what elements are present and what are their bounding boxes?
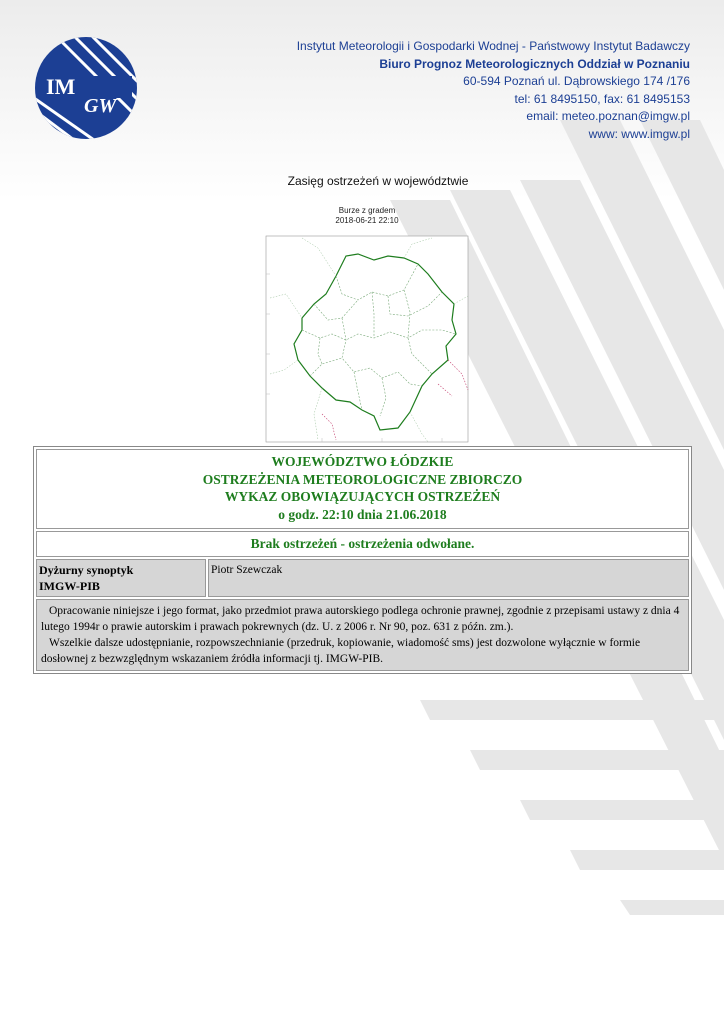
duty-forecaster-label [36, 559, 206, 597]
header-office-name: Biuro Prognoz Meteorologicznych Oddział w Poznaniu [379, 56, 690, 71]
copyright-notes [36, 599, 689, 671]
warnings-list-title: WYKAZ OBOWIĄZUJĄCYCH OSTRZEŻEŃ [224, 489, 501, 504]
warning-header [36, 449, 689, 529]
duty-forecaster-name: Piotr Szewczak [208, 559, 689, 597]
map-caption [262, 206, 472, 226]
warnings-summary-title: OSTRZEŻENIA METEOROLOGICZNE ZBIORCZO [202, 471, 523, 487]
imgw-logo [34, 36, 138, 140]
distribution-note: Wszelkie dalsze udostępnianie, rozpowszechnianie (przedruk, kopiowanie, wiadomość sms) jest dozwolone wyłącznie w formie dosłownej z bezwzględnym wskazaniem źródła informacji tj. IMGW-PIB. [41, 637, 641, 665]
header-address: 60-594 Poznań ul. Dąbrowskiego 174 /176 [463, 74, 690, 88]
logo-text-top: IM [46, 74, 76, 99]
header-phone: tel: 61 8495150, fax: 61 8495153 [514, 91, 690, 106]
warning-map [262, 206, 472, 444]
copyright-note: Opracowanie niniejsze i jego format, jako przedmiot prawa autorskiego podlega ochronie prawnej, zgodnie z przepisami ustawy z dnia 4 lutego 1994r o prawie autorskim i prawach pokrewnych (dz. U. z 2006 r. Nr 90, poz. 631 z późn. zm.). [41, 605, 680, 633]
duty-label-title: Dyżurny synoptyk [39, 563, 134, 577]
logo-text-bottom: GW [84, 95, 117, 117]
warning-status: Brak ostrzeżeń - ostrzeżenia odwołane. [36, 531, 689, 557]
header-institute-name: Instytut Meteorologii i Gospodarki Wodnej - Państwowy Instytut Badawczy [296, 39, 690, 53]
map-caption-date: 2018-06-21 22:10 [335, 216, 399, 225]
header-website: www: www.imgw.pl [588, 126, 690, 141]
warning-timestamp: o godz. 22:10 dnia 21.06.2018 [278, 506, 447, 522]
duty-forecaster-row [36, 559, 689, 597]
duty-label-org: IMGW-PIB [39, 579, 100, 593]
map-title: Zasięg ostrzeżeń w województwie [287, 174, 469, 188]
institute-header [297, 38, 690, 143]
map-caption-hazard: Burze z gradem [338, 206, 396, 215]
region-title: WOJEWÓDZTWO ŁÓDZKIE [271, 454, 454, 469]
warning-table [33, 446, 692, 674]
header-email: email: meteo.poznan@imgw.pl [526, 109, 690, 123]
voivodeship-map [262, 234, 472, 444]
